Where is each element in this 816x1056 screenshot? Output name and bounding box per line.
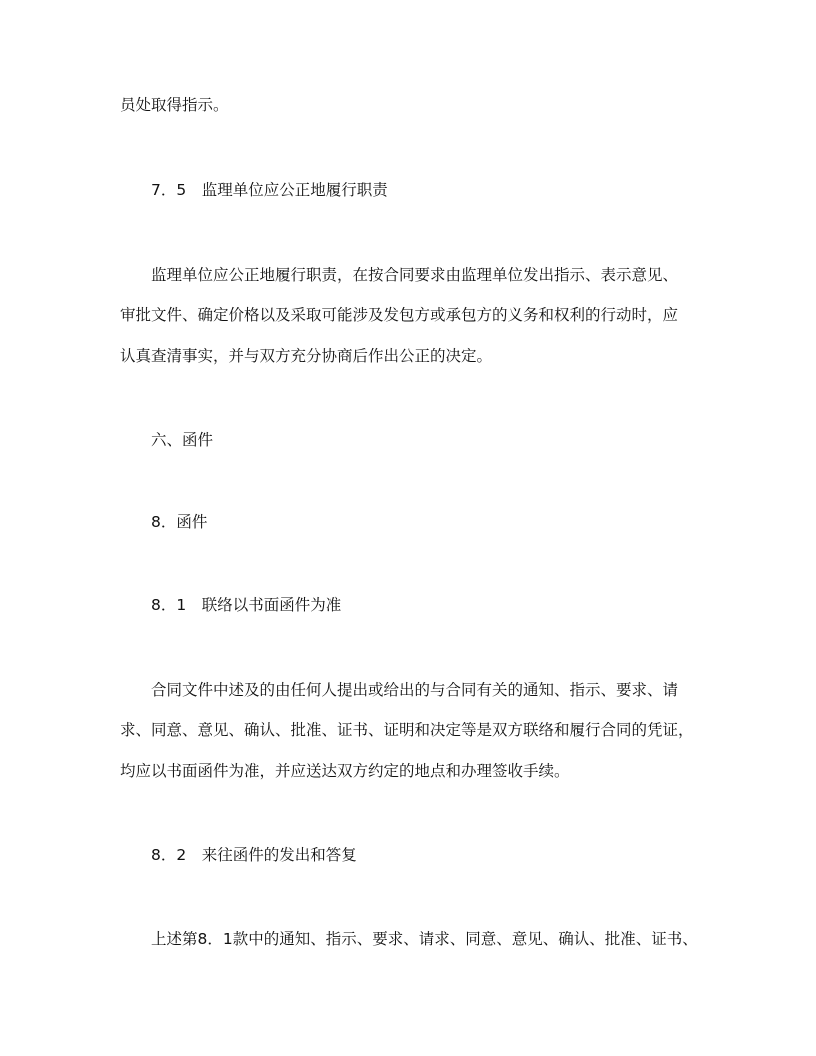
section-heading-8-2: 8．2 来往函件的发出和答复 — [151, 846, 357, 864]
paragraph-line: 合同文件中述及的由任何人提出或给出的与合同有关的通知、指示、要求、请 — [151, 681, 679, 699]
chapter-heading-6: 六、函件 — [151, 431, 214, 449]
section-heading-8: 8．函件 — [151, 513, 208, 531]
section-heading-7-5: 7．5 监理单位应公正地履行职责 — [151, 181, 388, 199]
paragraph-line: 上述第8．1款中的通知、指示、要求、请求、同意、意见、确认、批准、证书、 — [151, 930, 698, 948]
paragraph-line: 监理单位应公正地履行职责，在按合同要求由监理单位发出指示、表示意见、 — [151, 266, 679, 284]
paragraph-line: 审批文件、确定价格以及采取可能涉及发包方或承包方的义务和权利的行动时，应 — [120, 306, 679, 324]
section-heading-8-1: 8．1 联络以书面函件为准 — [151, 596, 342, 614]
paragraph-continuation-line: 员处取得指示。 — [120, 96, 229, 114]
paragraph-line: 均应以书面函件为准，并应送达双方约定的地点和办理签收手续。 — [120, 762, 570, 780]
paragraph-line: 求、同意、意见、确认、批准、证书、证明和决定等是双方联络和履行合同的凭证， — [120, 721, 694, 739]
paragraph-line: 认真查清事实，并与双方充分协商后作出公正的决定。 — [120, 347, 493, 365]
